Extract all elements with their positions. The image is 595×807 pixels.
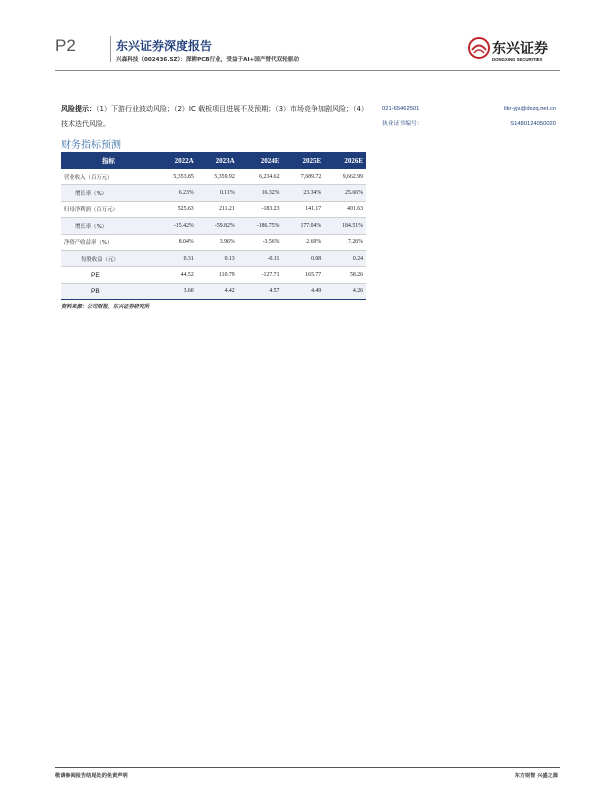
table-cell: -59.82% — [197, 218, 238, 234]
table-cell: 8.04% — [156, 234, 197, 250]
table-cell: 16.32% — [238, 185, 283, 201]
table-row — [61, 185, 366, 201]
row-label: PE — [61, 267, 156, 283]
analyst-cert-number: S1480124050020 — [510, 121, 556, 127]
table-row — [61, 250, 366, 266]
table-cell: 177.04% — [282, 218, 324, 234]
data-source-note: 资料来源：公司财报、东兴证券研究所 — [61, 304, 150, 310]
table-cell: 525.63 — [156, 201, 197, 217]
footer-rule — [55, 767, 560, 768]
table-header-cell: 2023A — [197, 152, 238, 169]
table-cell: 165.77 — [282, 267, 324, 283]
table-cell: 5,359.92 — [197, 169, 238, 185]
table-cell: -15.42% — [156, 218, 197, 234]
table-cell: 0.31 — [156, 250, 197, 266]
table-cell: 7.26% — [324, 234, 366, 250]
row-label: 净资产收益率（%） — [61, 234, 156, 250]
table-row — [61, 267, 366, 283]
table-cell: 0.11% — [197, 185, 238, 201]
risk-label: 风险提示： — [61, 105, 96, 113]
row-label: 增长率（%） — [61, 218, 156, 234]
footer-slogan: 东方财智 兴盛之源 — [514, 773, 558, 779]
table-cell: 4.42 — [197, 283, 238, 299]
table-cell: 9,662.99 — [324, 169, 366, 185]
table-cell: 0.24 — [324, 250, 366, 266]
logo-text-en: DONGXING SECURITIES — [492, 57, 543, 62]
table-cell: 25.66% — [324, 185, 366, 201]
header-divider — [110, 36, 111, 62]
table-cell: 184.51% — [324, 218, 366, 234]
table-cell: 44.52 — [156, 267, 197, 283]
table-cell: -183.23 — [238, 201, 283, 217]
table-cell: 23.34% — [282, 185, 324, 201]
table-row — [61, 234, 366, 250]
section-title: 财务指标预测 — [61, 140, 121, 151]
table-header-cell: 2025E — [282, 152, 324, 169]
report-type-title: 东兴证券深度报告 — [116, 39, 213, 53]
analyst-cert-label: 执业证书编号： — [382, 121, 423, 127]
table-header-row — [61, 152, 366, 169]
row-label: 营业收入（百万元） — [61, 169, 156, 185]
row-label: 归母净利润（百万元） — [61, 201, 156, 217]
page-number: P2 — [55, 36, 76, 55]
table-cell: 110.79 — [197, 267, 238, 283]
risk-text: （1）下游行业波动风险；（2）IC 载板项目进展不及预期；（3）市场竞争加剧风险；（4）技术迭代风险。 — [61, 105, 368, 128]
table-cell: 4.49 — [282, 283, 324, 299]
table-header-cell: 2022A — [156, 152, 197, 169]
table-cell: 141.17 — [282, 201, 324, 217]
table-cell: 3.60 — [156, 283, 197, 299]
risk-warning — [61, 102, 371, 132]
analyst-contact-right — [504, 102, 556, 132]
table-header-cell: 2024E — [238, 152, 283, 169]
table-cell: 2.69% — [282, 234, 324, 250]
table-row — [61, 218, 366, 234]
table-cell: -186.75% — [238, 218, 283, 234]
footer-disclaimer: 敬请参阅报告结尾处的免责声明 — [55, 773, 128, 779]
analyst-email: likr-yjs@dxzq.net.cn — [504, 106, 556, 112]
financial-forecast-table — [61, 152, 366, 300]
logo-text-cn: 东兴证券 — [492, 41, 548, 57]
table-cell: 401.63 — [324, 201, 366, 217]
table-cell: 0.13 — [197, 250, 238, 266]
table-header-cell: 2026E — [324, 152, 366, 169]
table-cell: 3.96% — [197, 234, 238, 250]
table-cell: -3.56% — [238, 234, 283, 250]
table-cell: 4.57 — [238, 283, 283, 299]
table-cell: 6.23% — [156, 185, 197, 201]
row-label: PB — [61, 283, 156, 299]
table-cell: -0.11 — [238, 250, 283, 266]
table-row — [61, 169, 366, 185]
table-cell: 6,234.62 — [238, 169, 283, 185]
table-cell: 7,689.72 — [282, 169, 324, 185]
row-label: 每股收益（元） — [61, 250, 156, 266]
analyst-phone: 021-65462501 — [382, 106, 420, 112]
table-cell: 58.26 — [324, 267, 366, 283]
logo-emblem-icon — [468, 37, 490, 59]
table-cell: 4.26 — [324, 283, 366, 299]
table-cell: -127.71 — [238, 267, 283, 283]
table-row — [61, 201, 366, 217]
header-rule — [55, 70, 560, 71]
row-label: 增长率（%） — [61, 185, 156, 201]
table-row — [61, 283, 366, 299]
table-cell: 5,353.85 — [156, 169, 197, 185]
table-cell: 211.21 — [197, 201, 238, 217]
report-subtitle: 兴森科技（002436.SZ）：深耕PCB行业，受益于AI+国产替代双轮驱动 — [116, 57, 299, 63]
company-logo — [468, 37, 558, 65]
table-header-cell: 指标 — [61, 152, 156, 169]
table-cell: 0.08 — [282, 250, 324, 266]
analyst-contact-left — [382, 102, 423, 132]
